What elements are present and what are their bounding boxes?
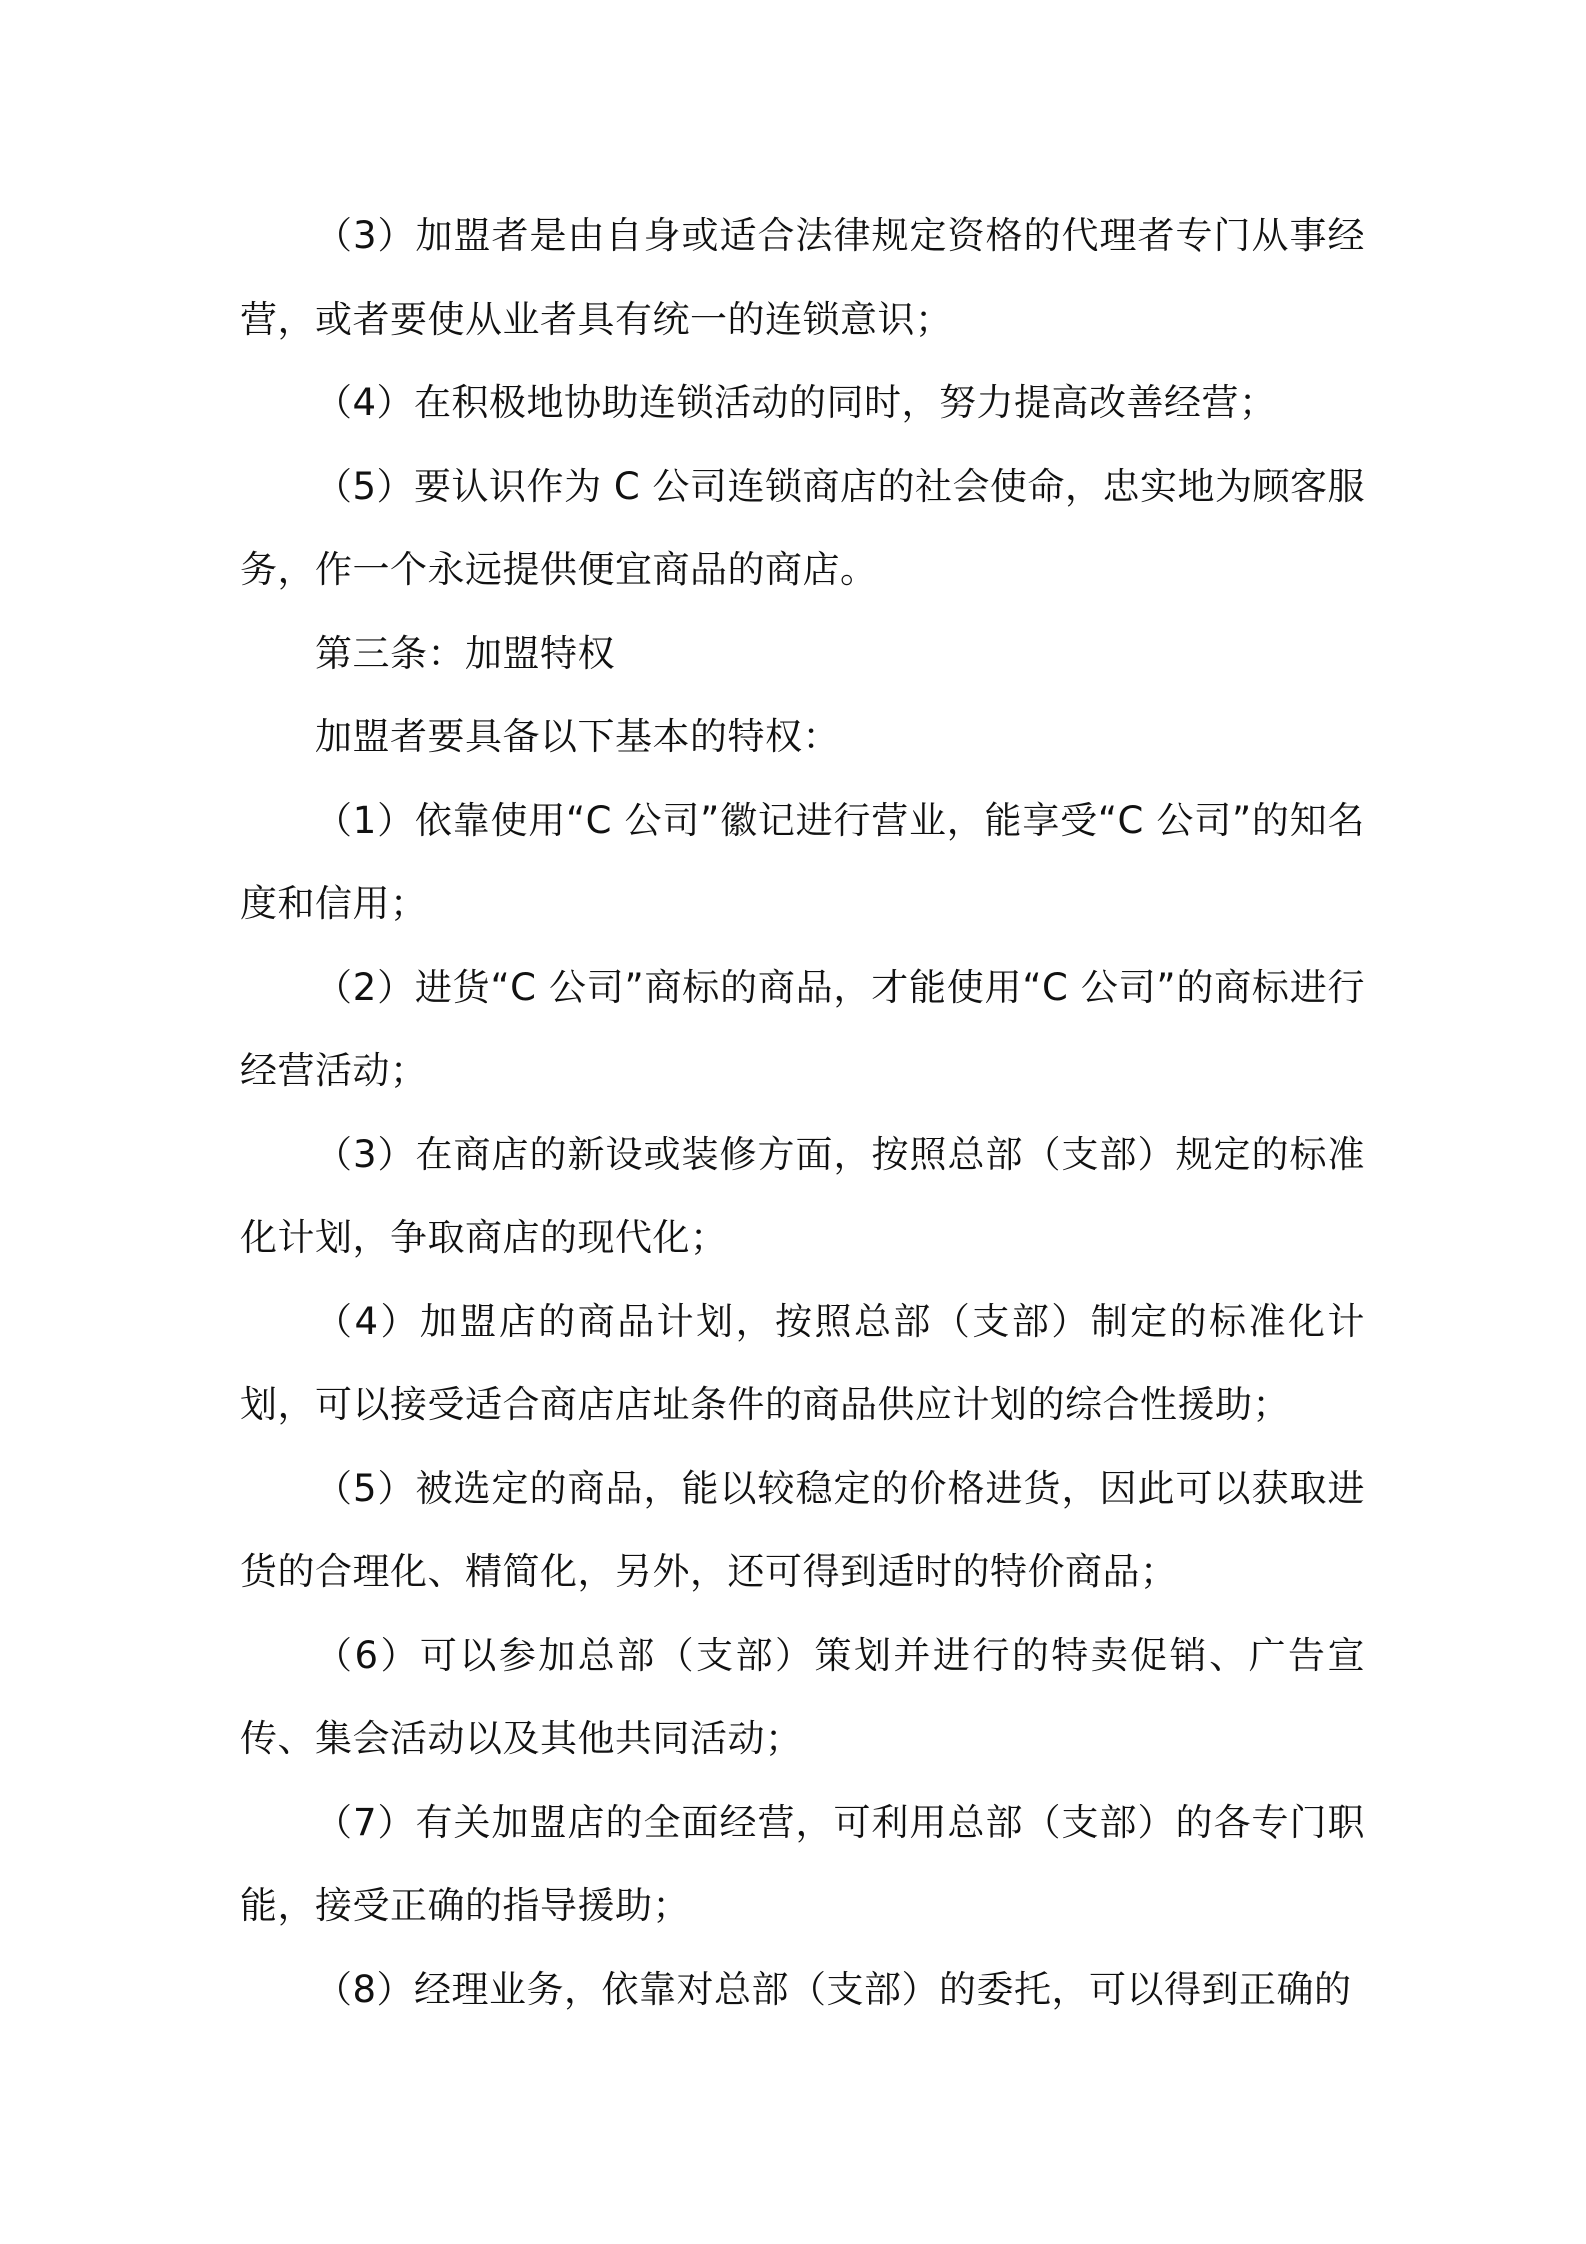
document-body xyxy=(240,194,1365,2031)
privilege-item-6: （6）可以参加总部（支部）策划并进行的特卖促销、广告宣传、集会活动以及其他共同活动； xyxy=(240,1633,1365,1760)
privilege-item-2: （2）进货“C 公司”商标的商品，才能使用“C 公司”的商标进行经营活动； xyxy=(240,965,1365,1092)
clause-item-5-obligation: （5）要认识作为 C 公司连锁商店的社会使命，忠实地为顾客服务，作一个永远提供便宜商品的商店。 xyxy=(240,464,1365,591)
clause-item-4-obligation: （4）在积极地协助连锁活动的同时，努力提高改善经营； xyxy=(315,381,1277,424)
privilege-item-4: （4）加盟店的商品计划，按照总部（支部）制定的标准化计划，可以接受适合商店店址条件的商品供应计划的综合性援助； xyxy=(240,1299,1365,1426)
clause-item-3-obligation: （3）加盟者是由自身或适合法律规定资格的代理者专门从事经营，或者要使从业者具有统一的连锁意识； xyxy=(240,214,1365,341)
privilege-item-8: （8）经理业务，依靠对总部（支部）的委托，可以得到正确的 xyxy=(315,1967,1352,2011)
privilege-item-3: （3）在商店的新设或装修方面，按照总部（支部）规定的标准化计划，争取商店的现代化； xyxy=(240,1132,1365,1259)
article-heading: 第三条：加盟特权 xyxy=(315,631,615,675)
article-intro: 加盟者要具备以下基本的特权： xyxy=(315,715,840,758)
privilege-item-5: （5）被选定的商品，能以较稳定的价格进货，因此可以获取进货的合理化、精简化，另外，还可得到适时的特价商品； xyxy=(240,1466,1365,1593)
privilege-item-7: （7）有关加盟店的全面经营，可利用总部（支部）的各专门职能，接受正确的指导援助； xyxy=(240,1800,1365,1927)
privilege-item-1: （1）依靠使用“C 公司”徽记进行营业，能享受“C 公司”的知名度和信用； xyxy=(240,798,1365,925)
